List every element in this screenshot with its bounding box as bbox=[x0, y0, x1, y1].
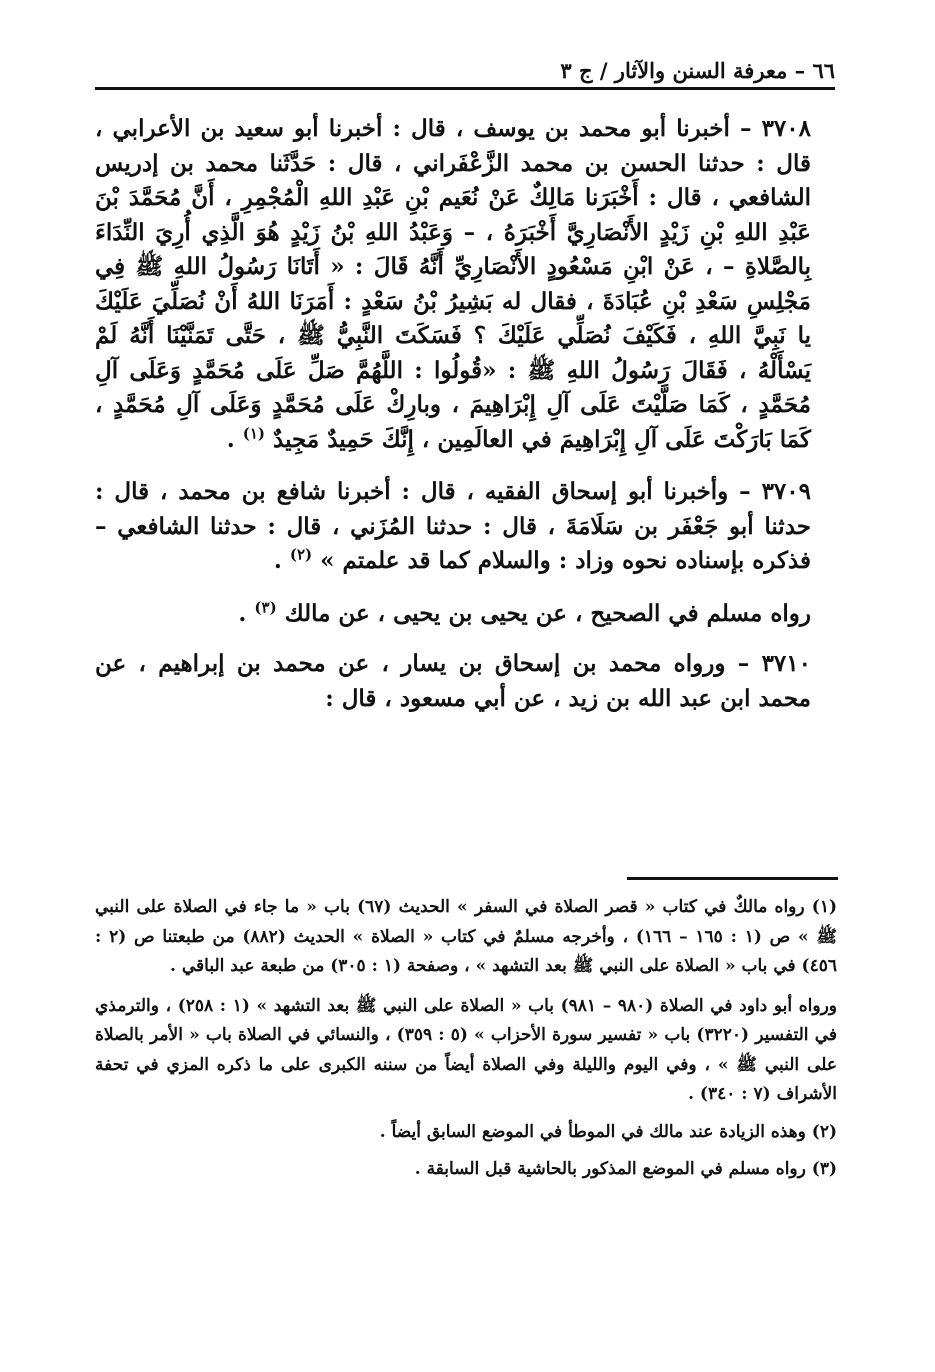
footnote-3: (٣) رواه مسلم في الموضع المذكور بالحاشية قبل السابقة . bbox=[414, 1159, 837, 1179]
page-header bbox=[95, 58, 835, 90]
footnote-1: (١) رواه مالكٌ في كتاب « قصر الصلاة في السفر » الحديث (٦٧) باب « ما جاء في الصلاة على النبي ﷺ » ص (١ : ١٦٥ – ١٦٦) ، وأخرجه مسلمٌ في كتاب « الصلاة » الحديث (٨٨٢) من طبعتنا ص (٢ : ٤٥٦) في باب « الصلاة على النبي ﷺ بعد التشهد » ، وصفحة (١ : ٣٠٥) من طبعة عبد الباقي . bbox=[95, 897, 837, 976]
footnote-ref-2: (٢) bbox=[289, 545, 313, 564]
hadith-3709: ٣٧٠٩ – وأخبرنا أبو إسحاق الفقيه ، قال : أخبرنا شافع بن محمد ، قال : حدثنا أبو جَعْفَر بن سَلَامَةَ ، قال : حدثنا المُزَني ، قال : حدثنا الشافعي – فذكره بإسناده نحوه وزاد : والسلام كما قد علمتم » $^{(٢)}$ . bbox=[95, 478, 811, 574]
main-text bbox=[95, 112, 837, 716]
narration-note: رواه مسلم في الصحيح ، عن يحيى بن يحيى ، عن مالك $^{(٣)}$ . bbox=[238, 597, 811, 627]
footnotes bbox=[95, 893, 837, 1193]
hadith-3710 bbox=[95, 647, 837, 716]
hadith-3708: ٣٧٠٨ – أخبرنا أبو محمد بن يوسف ، قال : أخبرنا أبو سعيد بن الأعرابي ، قال : حدثنا الحسن بن محمد الزَّعْفَراني ، قال : حَدَّثَنا محمد بن إدريس الشافعي ، قال : أَخْبَرَنا مَالِكٌ عَنْ نُعَيم بْنِ عَبْدِ اللهِ الْمُجْمِرِ ، أَنَّ مُحَمَّدَ بْنَ عَبْدِ اللهِ بْنِ زَيْدٍ الأَنْصَارِيَّ أَخْبَرَهُ ، – وَعَبْدُ اللهِ بْنُ زَيْدٍ هُوَ الَّذِي أُرِيَ النِّدَاءَ بِالصَّلاةِ – ، عَنْ ابْنِ مَسْعُودٍ الأَنْصَارِيِّ أَنَّهُ قَالَ : « أَتَانَا رَسُولُ اللهِ ﷺ فِي مَجْلِسِ سَعْدِ بْنِ عُبَادَةَ ، فقال له بَشِيرُ بْنُ سَعْدٍ : أَمَرَنَا اللهُ أَنْ نُصَلِّيَ عَلَيْكَ يا نَبِيَّ اللهِ ، فَكَيْفَ نُصَلِّي عَلَيْكَ ؟ فَسَكَتَ النَّبِيُّ ﷺ ، حَتَّى تَمَنَّيْنَا أَنَّهُ لَمْ يَسْأَلْهُ ، فَقَالَ رَسُولُ اللهِ ﷺ : «قُولُوا : اللَّهُمَّ صَلِّ عَلَى مُحَمَّدٍ وَعَلَى آلِ مُحَمَّدٍ ، كَمَا صَلَّيْتَ عَلَى آلِ إِبْرَاهِيمَ ، وبارِكْ عَلَى مُحَمَّدٍ وَعَلَى آلِ مُحَمَّدٍ ، كَمَا بَارَكْتَ عَلَى آلِ إِبْرَاهِيمَ في العالَمِين ، إِنَّكَ حَمِيدٌ مَجِيدٌ $^{(١)}$ . bbox=[95, 115, 811, 453]
hadith-3708-text: ٣٧٠٨ – أخبرنا أبو محمد بن يوسف ، قال : أخبرنا أبو سعيد بن الأعرابي ، قال : حدثنا الحسن بن محمد الزَّعْفَراني ، قال : حَدَّثَنا محمد بن إدريس الشافعي ، قال : أَخْبَرَنا مَالِكٌ عَنْ نُعَيم بْنِ عَبْدِ اللهِ الْمُجْمِرِ ، أَنَّ مُحَمَّدَ بْنَ عَبْدِ اللهِ بْنِ زَيْدٍ الأَنْصَارِيَّ أَخْبَرَهُ ، – وَعَبْدُ اللهِ بْنُ زَيْدٍ هُوَ الَّذِي أُرِيَ النِّدَاءَ بِالصَّلاةِ – ، عَنْ ابْنِ مَسْعُودٍ الأَنْصَارِيِّ أَنَّهُ قَالَ : « أَتَانَا رَسُولُ اللهِ ﷺ فِي مَجْلِسِ سَعْدِ بْنِ عُبَادَةَ ، فقال له بَشِيرُ بْنُ سَعْدٍ : أَمَرَنَا اللهُ أَنْ نُصَلِّيَ عَلَيْكَ يا نَبِيَّ اللهِ ، فَكَيْفَ نُصَلِّي عَلَيْكَ ؟ فَسَكَتَ النَّبِيُّ ﷺ ، حَتَّى تَمَنَّيْنَا أَنَّهُ لَمْ يَسْأَلْهُ ، فَقَالَ رَسُولُ اللهِ ﷺ : «قُولُوا : اللَّهُمَّ صَلِّ عَلَى مُحَمَّدٍ وَعَلَى آلِ مُحَمَّدٍ ، كَمَا صَلَّيْتَ عَلَى آلِ إِبْرَاهِيمَ ، وبارِكْ عَلَى مُحَمَّدٍ وَعَلَى آلِ مُحَمَّدٍ ، كَمَا بَارَكْتَ عَلَى آلِ إِبْرَاهِيمَ في العالَمِين ، إِنَّكَ حَمِيدٌ مَجِيدٌ bbox=[95, 115, 811, 453]
footnote-rule bbox=[627, 877, 838, 880]
header-rule bbox=[95, 87, 835, 90]
hadith-3710-text: ٣٧١٠ – ورواه محمد بن إسحاق بن يسار ، عن محمد بن إبراهيم ، عن محمد ابن عبد الله بن زيد ، عن أبي مسعود ، قال : bbox=[95, 650, 811, 712]
footnote-2: (٢) وهذه الزيادة عند مالك في الموطأ في الموضع السابق أيضاً . bbox=[379, 1121, 837, 1142]
footnote-ref-1: (١) bbox=[242, 423, 266, 442]
footnote-1-continued: ورواه أبو داود في الصلاة (٩٨٠ – ٩٨١) باب « الصلاة على النبي ﷺ بعد التشهد » (١ : ٢٥٨) ، والترمذي في التفسير (٣٢٢٠) باب « تفسير سورة الأحزاب » (٥ : ٣٥٩) ، والنسائي في الصلاة باب « الأمر بالصلاة على النبي ﷺ » ، وفي اليوم والليلة وفي الصلاة أيضاً من سننه الكبرى على ما ذكره المزي في تحفة الأشراف (٧ : ٣٤٠) . bbox=[95, 995, 837, 1104]
narration-note-text: رواه مسلم في الصحيح ، عن يحيى بن يحيى ، عن مالك bbox=[284, 599, 811, 627]
footnote-ref-3: (٣) bbox=[254, 597, 277, 616]
running-title: ٦٦ – معرفة السنن والآثار / ج ٣ bbox=[560, 58, 835, 83]
hadith-3709-text: ٣٧٠٩ – وأخبرنا أبو إسحاق الفقيه ، قال : أخبرنا شافع بن محمد ، قال : حدثنا أبو جَعْفَر بن سَلَامَةَ ، قال : حدثنا المُزَني ، قال : حدثنا الشافعي – فذكره بإسناده نحوه وزاد : والسلام كما قد علمتم » bbox=[95, 478, 811, 574]
